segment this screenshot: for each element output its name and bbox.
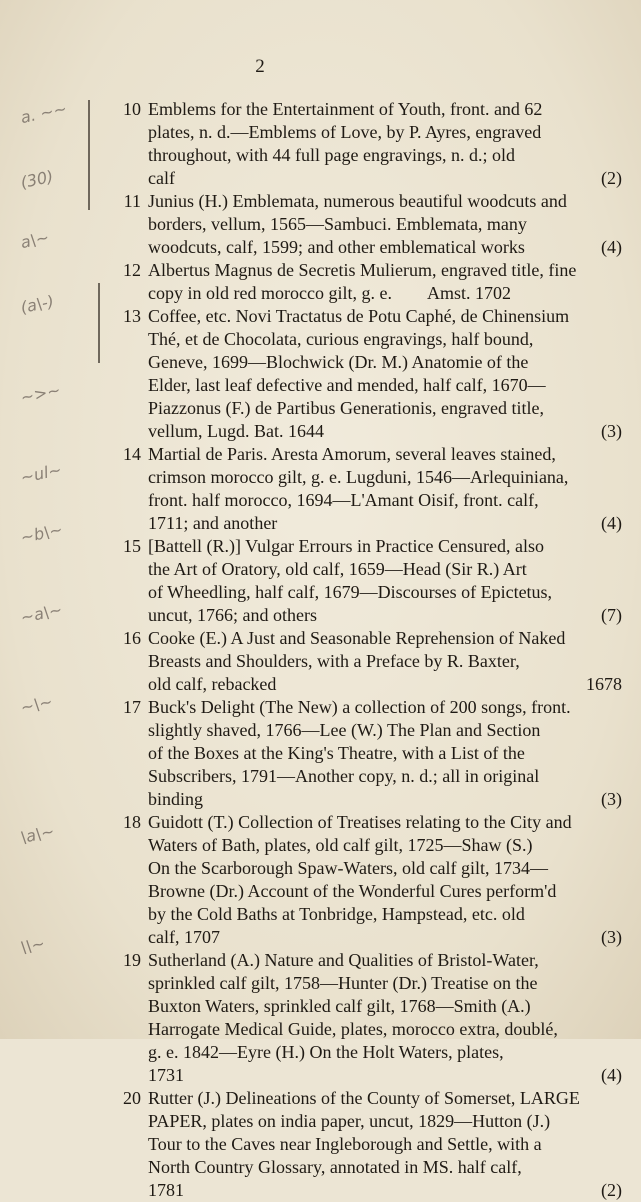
entry-lot-count: (3) — [601, 927, 622, 947]
catalogue-entry — [123, 190, 622, 259]
entry-last-line — [148, 604, 622, 627]
entry-text-line: Browne (Dr.) Account of the Wonderful Cures perform'd — [148, 881, 557, 901]
entry-last-line — [148, 167, 622, 190]
entry-text-line: front. half morocco, 1694—L'Amant Oisif, front. calf, — [148, 490, 539, 510]
entry-text-line: PAPER, plates on india paper, uncut, 1829—Hutton (J.) — [148, 1111, 551, 1131]
catalogue-entry — [123, 443, 622, 535]
entry-text-line: by the Cold Baths at Tonbridge, Hampstead, etc. old — [148, 904, 525, 924]
entry-number: 19 — [123, 950, 141, 970]
entry-lot-count: (2) — [601, 1180, 622, 1200]
entry-lot-count: (4) — [601, 513, 622, 533]
catalogue-entry — [123, 259, 622, 305]
entry-number: 10 — [123, 99, 141, 119]
catalogue-entry — [123, 949, 622, 1087]
entry-lot-count: (7) — [601, 605, 622, 625]
catalogue-entry — [123, 535, 622, 627]
entry-last-text: old calf, rebacked — [148, 674, 277, 694]
entry-last-line — [148, 1064, 622, 1087]
entry-text-line: borders, vellum, 1565—Sambuci. Emblemata, many — [148, 214, 527, 234]
entry-last-line — [148, 282, 622, 305]
entry-text-line: Breasts and Shoulders, with a Preface by R. Baxter, — [148, 651, 520, 671]
pencil-annotation: ~>~ — [18, 380, 63, 408]
entry-text-line: the Art of Oratory, old calf, 1659—Head (Sir R.) Art — [148, 559, 527, 579]
entry-text-line: crimson morocco gilt, g. e. Lugduni, 1546—Arlequiniana, — [148, 467, 569, 487]
entry-text-line: Tour to the Caves near Ingleborough and Settle, with a — [148, 1134, 542, 1154]
pencil-annotation: ~ul~ — [18, 459, 64, 488]
pencil-annotation: (30) — [18, 166, 55, 193]
entry-text-line: Junius (H.) Emblemata, numerous beautiful woodcuts and — [148, 191, 567, 211]
pencil-annotation: (a\-) — [18, 291, 56, 318]
entry-text-line: Rutter (J.) Delineations of the County of Somerset, LARGE — [148, 1088, 580, 1108]
entry-last-line — [148, 1179, 622, 1202]
entry-text-line: On the Scarborough Spaw-Waters, old calf gilt, 1734— — [148, 858, 548, 878]
entry-last-text: vellum, Lugd. Bat. 1644 — [148, 421, 324, 441]
entry-lot-count: (4) — [601, 1065, 622, 1085]
entry-text-line: Buck's Delight (The New) a collection of 200 songs, front. — [148, 697, 571, 717]
entry-text-line: Cooke (E.) A Just and Seasonable Reprehension of Naked — [148, 628, 566, 648]
entry-lot-count: (2) — [601, 168, 622, 188]
entry-number: 18 — [123, 812, 141, 832]
entry-text-line: Thé, et de Chocolata, curious engravings, half bound, — [148, 329, 534, 349]
entry-last-text: copy in old red morocco gilt, g. e. Amst. 1702 — [148, 283, 511, 303]
entry-text-line: of Wheedling, half calf, 1679—Discourses of Epictetus, — [148, 582, 553, 602]
entry-lot-count: (4) — [601, 237, 622, 257]
entry-number: 15 — [123, 536, 141, 556]
entry-last-text: 1711; and another — [148, 513, 278, 533]
pencil-annotation: ~\~ — [18, 691, 55, 718]
entry-lot-count: (3) — [601, 421, 622, 441]
catalogue-entry — [123, 811, 622, 949]
pencil-annotation: ~b\~ — [18, 519, 65, 548]
entry-text-line: [Battell (R.)] Vulgar Errours in Practice Censured, also — [148, 536, 544, 556]
entry-text-line: Piazzonus (F.) de Partibus Generationis, engraved title, — [148, 398, 544, 418]
entry-text-line: plates, n. d.—Emblems of Love, by P. Ayres, engraved — [148, 122, 542, 142]
pencil-annotation: a. ~~ — [18, 98, 69, 128]
entry-number: 11 — [123, 191, 141, 211]
entry-text-line: Waters of Bath, plates, old calf gilt, 1725—Shaw (S.) — [148, 835, 533, 855]
catalogue-entry — [123, 1087, 622, 1202]
entry-text-line: North Country Glossary, annotated in MS. half calf, — [148, 1157, 522, 1177]
entry-last-text: woodcuts, calf, 1599; and other emblematical works — [148, 237, 525, 257]
catalogue-entries — [0, 98, 641, 1202]
entry-last-text: calf — [148, 168, 175, 188]
entry-last-line — [148, 512, 622, 535]
page-number: 2 — [255, 56, 265, 77]
catalogue-entry — [123, 305, 622, 443]
entry-last-line — [148, 420, 622, 443]
entry-number: 14 — [123, 444, 141, 464]
catalogue-entry — [123, 98, 622, 190]
entry-text-line: Albertus Magnus de Secretis Mulierum, engraved title, fine — [148, 260, 577, 280]
entry-last-text: binding — [148, 789, 204, 809]
entry-number: 17 — [123, 697, 141, 717]
entry-last-text: calf, 1707 — [148, 927, 220, 947]
pencil-annotation: ~a\~ — [18, 599, 64, 628]
entry-text-line: Subscribers, 1791—Another copy, n. d.; all in original — [148, 766, 540, 786]
entry-last-line — [148, 926, 622, 949]
entry-last-line — [148, 673, 622, 696]
catalogue-entry — [123, 696, 622, 811]
catalogue-entry — [123, 627, 622, 696]
entry-text-line: Martial de Paris. Aresta Amorum, several leaves stained, — [148, 444, 556, 464]
entry-text-line: Buxton Waters, sprinkled calf gilt, 1768—Smith (A.) — [148, 996, 531, 1016]
entry-number: 16 — [123, 628, 141, 648]
entry-text-line: Harrogate Medical Guide, plates, morocco extra, doublé, — [148, 1019, 558, 1039]
entry-number: 12 — [123, 260, 141, 280]
entry-text-line: of the Boxes at the King's Theatre, with a List of the — [148, 743, 525, 763]
entry-last-text: 1781 — [148, 1180, 184, 1200]
entry-number: 13 — [123, 306, 141, 326]
entry-text-line: throughout, with 44 full page engravings, n. d.; old — [148, 145, 515, 165]
entry-last-text: 1731 — [148, 1065, 184, 1085]
pencil-annotation: \\~ — [18, 933, 47, 958]
entry-text-line: slightly shaved, 1766—Lee (W.) The Plan and Section — [148, 720, 541, 740]
entry-text-line: Emblems for the Entertainment of Youth, front. and 62 — [148, 99, 543, 119]
entry-text-line: Geneve, 1699—Blochwick (Dr. M.) Anatomie of the — [148, 352, 529, 372]
entry-last-line — [148, 236, 622, 259]
entry-lot-count: (3) — [601, 789, 622, 809]
entry-text-line: sprinkled calf gilt, 1758—Hunter (Dr.) Treatise on the — [148, 973, 538, 993]
entry-last-line — [148, 788, 622, 811]
entry-text-line: Elder, last leaf defective and mended, half calf, 1670— — [148, 375, 546, 395]
entry-text-line: Coffee, etc. Novi Tractatus de Potu Caphé, de Chinensium — [148, 306, 570, 326]
entry-text-line: g. e. 1842—Eyre (H.) On the Holt Waters, plates, — [148, 1042, 504, 1062]
entry-lot-count: 1678 — [586, 674, 622, 694]
entry-number: 20 — [123, 1088, 141, 1108]
pencil-annotation: a\~ — [18, 227, 51, 253]
entry-text-line: Sutherland (A.) Nature and Qualities of Bristol-Water, — [148, 950, 539, 970]
pencil-annotation: \a\~ — [18, 821, 57, 848]
entry-last-text: uncut, 1766; and others — [148, 605, 317, 625]
entry-text-line: Guidott (T.) Collection of Treatises relating to the City and — [148, 812, 572, 832]
